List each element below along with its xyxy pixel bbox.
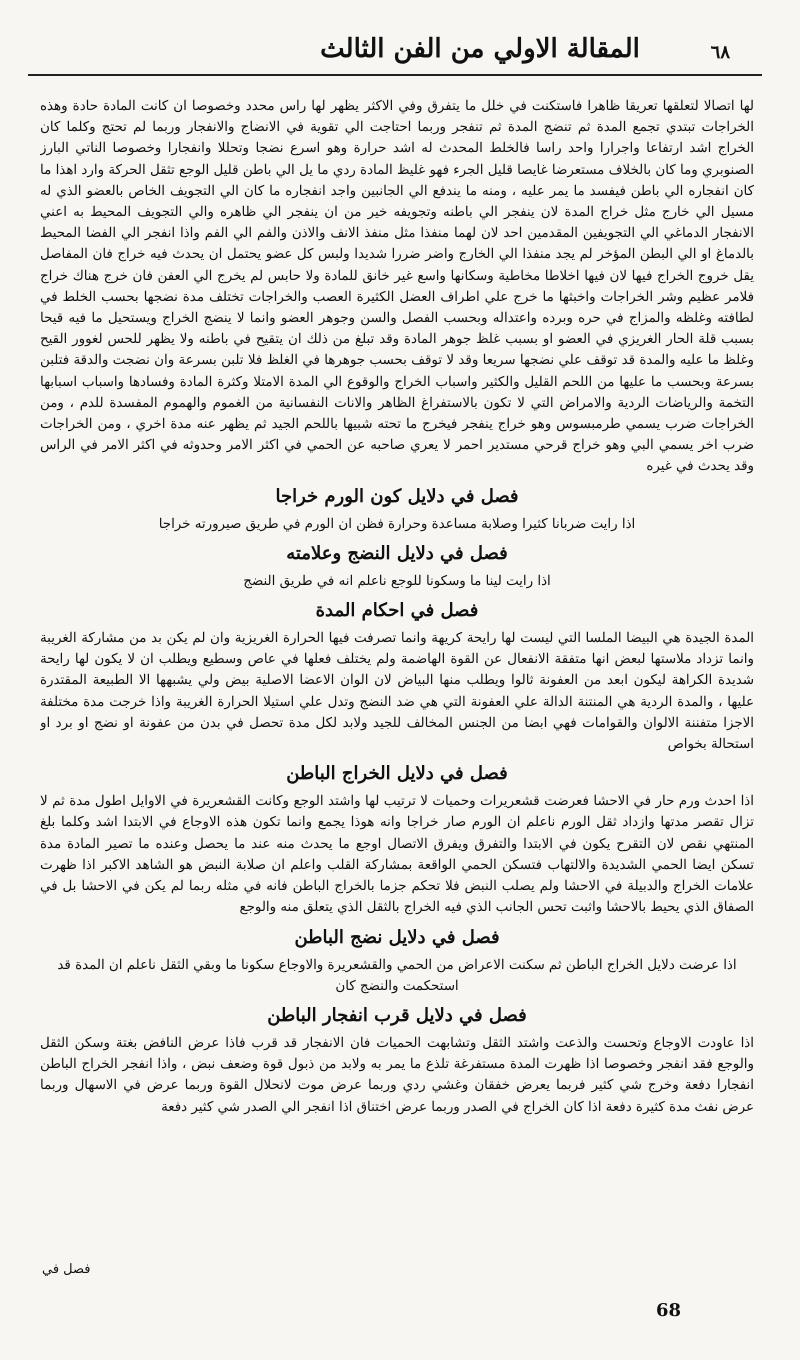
page-title: المقالة الاولي من الفن الثالث — [320, 34, 640, 64]
paragraph: اذا رايت لينا ما وسكونا للوجع ناعلم انه في طريق النضج — [243, 573, 551, 589]
paragraph: لها اتصالا لتعلقها تعريقا ظاهرا فاستكنت في خلل ما يتفرق وفي الاكثر يظهر لها راس محدد وخصوصا ان كانت المادة حادة وهذه الخراجات تبتدي تجمع المدة ثم تنضج المدة ثم تنفجر وربما احتاجت الي تقوية في الانضاج والانفجار وربما لم تحتج وكلما كان الخراج اشد ارتفاعا واجرارا واحد راسا فالخلط المحدث له اشد حرارة وهو اسرع نضجا وتحللا وانفجارا وخصوصا الناتي البارز الصنوبري وما كان بالخلاف مستعرضا غايصا قليل الجرء فهو غليظ المادة ردي ما يل الي باطن قليل الوجع تثقل الحركة وارد اهذا ما كان انفجاره الي باطن فيفسد ما يمر عليه ، ومنه ما يندفع الي الجانبين واجد انفجاره ما كان الي التجويف الخاص بالعضو الذي له مسيل الي خارج مثل خراج المدة لان ينفجر الي باطنه وتجويفه خير من ان ينفجر الي ظاهره والي التجويف المحيط به اعني الانفجار الدماغي الي التجويفين المقدمين احد لان لهما منفذا مثل منفذ الانف والاذن والفم الي الفم واذا انفجر الي الفضا المحيط بالدماغ او الي البطن المؤخر لم يجد منفذا الي الخارج واضر ضررا شديدا ولبس كل عضو يحتمل ان يحدث فيه خراج فان المفاصل يقل خروج الخراج فيها لان فيها اخلاطا مخاطية وسكانها واسع غير خانق للمادة ولا حابس لم يخرج الي العفن فان خرج هناك خراج فلامر عظيم وشر الخراجات واخبثها ما خرج علي اطراف العضل الكثيرة العصب والخراجات تختلف مدة نضجها بحسب الخلط في لطافته وغلظه والمزاج في حره وبرده واعتداله وبحسب الفصل والسن وجوهر العضو وانما لا ينضج الخراج ويستحيل ما فيه قيحا بسبب قلة الحار الغريزي في العضو او بسبب غلظ جوهر المادة وقد تبلغ من ذلك ان يتقيح في باطنه ولا يظهر للحس لغوور القيح وغلظ ما عليه والمدة قد توقف علي نضجها سريعا وقد لا توقف بحسب جوهرها في الغلظ فلا تلبن بسرعة وان نضجت والدقة فتلبن بسرعة وبحسب ما عليها من اللحم القليل والكثير واسباب الخراج والوقوع الي المدة الامتلا وكثرة المادة وفسادها واسباب اسبابها التخمة والرياضات الردية والامراض التي لا تكون بالاستفراغ الظاهر والانات النفسانية من الغموم والهموم المفسدة للدم ، ومن الخراجات ضرب يسمي طرمبسوس وهو خراج ينفجر فيخرج ما تحته شبيها باللحم الجيد ثم يظهر عنه مدة اخري ، ومن الخراجات ضرب اخر يسمي البي وهو خراج قرحي مستدير احمر لا يعري صاحبه عن الحمي في اكثر الامر وحدوثه في اكثر الامر في الراس وقد يحدث في غيره — [40, 99, 754, 475]
section-heading: فصل في دلايل كون الورم خراجا — [275, 485, 519, 507]
paragraph: اذا احدث ورم حار في الاحشا فعرضت قشعريرات وحميات لا ترتيب لها واشتد الوجع وكانت القشعريرة في الاوايل اطول مدة ثم لا تزال تقصر مدتها وازداد ثقل الورم ناعلم ان الورم صار خراجا وانه هوذا يجمع وانما تكون هذه الاوجاع في الابتدا اشد وكلما بلغ المنتهي نقص لان التقرح يكون في الابتدا والتفرق ويفرق الاتصال اوجع ما يحدث منه عند ما يحصل وعنده ما تصير المادة مدة تسكن ايضا الحمي الشديدة والالتهاب فتسكن الحمي الواقعة بمشاركة القلب واعلم ان صلابة النبض هو الشاهد الاكبر اذا ظهرت علامات الخراج والدبيلة في الاحشا ولم يصلب النبض فلا تحكم جزما بالخراج الباطن فانه في مثله ربما لم يكن في الاحشا بل في الصفاق الذي يحيط بالاحشا واثبت تحس الجانب الذي فيه الخراج بالثقل الذي يتعلق منه والوجع — [40, 794, 754, 916]
footer-page-number: 68 — [656, 1300, 682, 1321]
header-divider — [28, 74, 762, 76]
header-page-number: ٦٨ — [710, 42, 730, 63]
section-heading: فصل في دلايل الخراج الباطن — [286, 763, 508, 785]
section-heading: فصل في دلايل قرب انفجار الباطن — [267, 1004, 527, 1026]
page-header — [0, 28, 800, 74]
catchword: فصل في — [42, 1262, 91, 1277]
paragraph: اذا عرضت دلايل الخراج الباطن ثم سكنت الاعراض من الحمي والقشعريرة والاوجاع سكونا ما وبقي الثقل ناعلم ان المدة قد استحكمت والنضج كان — [57, 957, 737, 994]
section-heading: فصل في دلايل نضج الباطن — [294, 926, 500, 948]
body-text — [40, 96, 754, 1286]
section-heading: فصل في دلايل النضج وعلامته — [286, 542, 508, 564]
paragraph: اذا عاودت الاوجاع وتحست والذعت واشتد الثقل وتشابهت الحميات فان الانفجار قد قرب فاذا عرض النافض بغتة وسكن الثقل والوجع فقد انفجر وخصوصا اذا ظهرت المدة مستفرغة تلذع ما يمر به ولابد من ذبول قوة وضعف نبض ، واذا انفجر الخراج الباطن انفجارا دفعة وخرج شي كثير فربما يعرض خفقان وغشي ردي وربما عرض موت لانحلال القوة وربما عرض في الاسهال وربما عرض نفث مدة كثيرة دفعة اذا كان الخراج في الصدر وربما عرض اختناق اذا انفجر الي الصدر شي كثير دفعة — [40, 1035, 754, 1115]
paragraph: المدة الجيدة هي البيضا الملسا التي ليست لها رايحة كريهة وانما تصرفت فيها الحرارة الغريزية وان لم يكن بد من مشاركة الغريبة وانما تزداد ملاستها لبعض انها متفقة الانفعال عن القوة الهاضمة ولم يختلف فعلها في عاص وسطيع ويطلب ان لا يكون لها رايحة شديدة الكراهة ليكون ابعد من العفونة ثالوا ويطلب منها البياض لان الوان الاعضا الاصلية بيض ولي يشبهها الا الطبيعة المقتدرة عليها ، والمدة الردية هي المنتنة الدالة علي العفونة التي هي ضد النضج وتدل علي استيلا الحرارة الغريبة واذا خرجت مدة مختلفة الاجزا متفننة الالوان والقوامات فهي ابضا من الجنس المخالف للجيد ولابد لكل مدة تحصل في بدن من عفونة او نضج او برد او استحالة بخواص — [40, 631, 754, 753]
paragraph: اذا رايت ضربانا كثيرا وصلابة مساعدة وحرارة فظن ان الورم في طريق صيرورته خراجا — [158, 516, 636, 532]
section-heading: فصل في احكام المدة — [315, 600, 479, 622]
